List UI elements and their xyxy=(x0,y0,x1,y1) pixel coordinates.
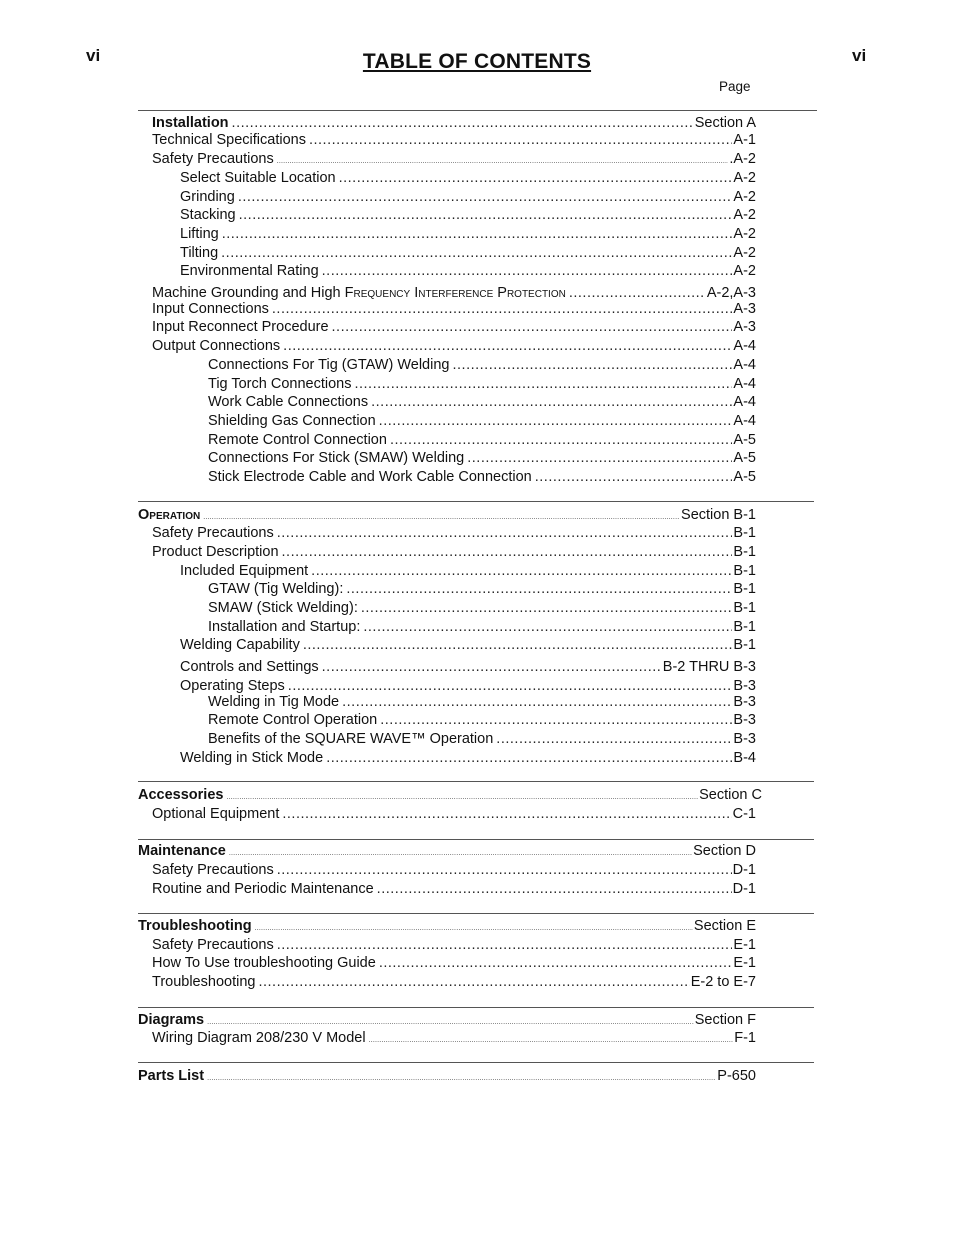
section-heading-installation[interactable] xyxy=(152,114,756,132)
toc-entry[interactable] xyxy=(152,1029,756,1050)
toc-page-ref: A-2 xyxy=(733,170,756,186)
dot-leader xyxy=(380,711,732,729)
toc-page-ref: A-5 xyxy=(733,469,756,485)
toc-page-ref: B-3 xyxy=(733,678,756,694)
toc-entry[interactable] xyxy=(180,562,756,580)
dot-leader xyxy=(326,749,732,767)
section-heading-label: Troubleshooting xyxy=(138,918,252,934)
toc-page-ref: A-2,A-3 xyxy=(706,285,756,301)
toc-page-ref: Section B-1 xyxy=(681,507,756,523)
section-divider xyxy=(138,839,814,840)
dot-leader xyxy=(272,300,733,318)
section-divider xyxy=(138,781,814,782)
toc-entry[interactable] xyxy=(208,730,756,748)
dot-leader xyxy=(346,580,732,598)
toc-entry[interactable] xyxy=(152,954,756,972)
toc-page-ref: B-2 THRU B-3 xyxy=(662,659,756,675)
toc-page-ref: A-2 xyxy=(733,245,756,261)
toc-page-ref: Section C xyxy=(699,787,762,803)
toc-entry-label: Select Suitable Location xyxy=(180,170,336,186)
toc-entry-label: Benefits of the SQUARE WAVE™ Operation xyxy=(208,731,494,747)
dot-leader xyxy=(277,861,732,879)
toc-entry-label: Tilting xyxy=(180,245,219,261)
toc-entry-label: Output Connections xyxy=(152,338,281,354)
toc-entry[interactable] xyxy=(180,225,756,243)
page-title: TABLE OF CONTENTS xyxy=(362,50,592,73)
toc-entry[interactable] xyxy=(208,356,756,374)
toc-entry[interactable] xyxy=(152,805,756,823)
toc-entry[interactable] xyxy=(180,636,756,654)
toc-entry[interactable] xyxy=(208,449,756,467)
toc-entry-label: Shielding Gas Connection xyxy=(208,413,376,429)
dot-leader xyxy=(452,356,732,374)
dot-leader xyxy=(309,131,732,149)
toc-page-ref: E-2 to E-7 xyxy=(690,974,756,990)
dot-leader xyxy=(282,543,733,561)
dot-leader xyxy=(369,1032,734,1050)
dot-leader xyxy=(379,412,733,430)
section-divider xyxy=(138,1007,814,1008)
toc-page-ref: A-4 xyxy=(733,413,756,429)
toc-entry-label: SMAW (Stick Welding): xyxy=(208,600,358,616)
section-heading-label: Diagrams xyxy=(138,1012,205,1028)
toc-page-ref: B-1 xyxy=(733,525,756,541)
dot-leader xyxy=(363,618,732,636)
toc-entry[interactable] xyxy=(208,618,756,636)
toc-page-ref: B-1 xyxy=(733,637,756,653)
toc-entry[interactable] xyxy=(208,580,756,598)
dot-leader xyxy=(277,524,733,542)
toc-page-ref: B-3 xyxy=(733,694,756,710)
toc-entry-label: Routine and Periodic Maintenance xyxy=(152,881,374,897)
section-heading-label: Installation xyxy=(152,115,229,131)
toc-page-ref: B-3 xyxy=(733,712,756,728)
toc-entry-label: Safety Precautions xyxy=(152,525,274,541)
toc-entry[interactable] xyxy=(180,188,756,206)
dot-leader xyxy=(339,169,733,187)
toc-page-ref: Section A xyxy=(694,115,756,131)
dot-leader xyxy=(238,188,733,206)
toc-entry-label: GTAW (Tig Welding): xyxy=(208,581,344,597)
toc-entry[interactable] xyxy=(208,693,756,711)
dot-leader xyxy=(258,973,689,991)
section-heading-label: Maintenance xyxy=(138,843,226,859)
toc-page-ref: E-1 xyxy=(733,955,756,971)
toc-page-ref: P-650 xyxy=(717,1068,756,1084)
dot-leader xyxy=(207,1070,716,1088)
toc-entry-label: Welding Capability xyxy=(180,637,300,653)
section-heading-label: Accessories xyxy=(138,787,224,803)
toc-entry[interactable] xyxy=(152,524,756,542)
toc-entry-label: How To Use troubleshooting Guide xyxy=(152,955,376,971)
toc-entry[interactable] xyxy=(208,375,756,393)
toc-entry-label: Work Cable Connections xyxy=(208,394,369,410)
dot-leader xyxy=(361,599,733,617)
toc-entry[interactable] xyxy=(152,936,756,954)
toc-entry-label: Environmental Rating xyxy=(180,263,319,279)
dot-leader xyxy=(467,449,732,467)
toc-page-ref: F-1 xyxy=(734,1030,756,1046)
toc-entry[interactable] xyxy=(152,861,756,879)
toc-entry-label: Technical Specifications xyxy=(152,132,306,148)
toc-entry-label: Stacking xyxy=(180,207,236,223)
toc-entry-label: Lifting xyxy=(180,226,219,242)
section-heading-label: Parts List xyxy=(138,1068,205,1084)
dot-leader xyxy=(354,375,732,393)
page-number-right: vi xyxy=(852,46,867,65)
toc-page-ref: A-4 xyxy=(733,338,756,354)
toc-page-ref: A-4 xyxy=(733,376,756,392)
toc-entry-label: Tig Torch Connections xyxy=(208,376,352,392)
toc-page-ref: A-2 xyxy=(733,226,756,242)
dot-leader xyxy=(282,805,731,823)
toc-entry-label: Connections For Stick (SMAW) Welding xyxy=(208,450,465,466)
toc-entry-label: Wiring Diagram 208/230 V Model xyxy=(152,1030,366,1046)
toc-page-ref: A-1 xyxy=(733,132,756,148)
toc-entry-label: Controls and Settings xyxy=(180,659,319,675)
toc-page-ref: B-3 xyxy=(733,731,756,747)
toc-entry[interactable] xyxy=(152,150,756,171)
toc-entry-label: Remote Control Connection xyxy=(208,432,387,448)
toc-entry[interactable] xyxy=(208,468,756,486)
toc-entry-label: Input Reconnect Procedure xyxy=(152,319,329,335)
toc-entry[interactable] xyxy=(180,658,756,676)
toc-page-ref: A-2 xyxy=(733,189,756,205)
toc-entry-label: Grinding xyxy=(180,189,235,205)
dot-leader xyxy=(221,244,732,262)
toc-entry-label: Operating Steps xyxy=(180,678,285,694)
dot-leader xyxy=(283,337,732,355)
toc-entry[interactable] xyxy=(208,711,756,729)
toc-entry-label: Welding in Tig Mode xyxy=(208,694,340,710)
section-heading-maintenance[interactable] xyxy=(138,842,756,863)
section-heading-label: Operation xyxy=(138,507,201,523)
toc-entry[interactable] xyxy=(152,131,756,149)
toc-entry[interactable] xyxy=(152,337,756,355)
toc-entry-label: Safety Precautions xyxy=(152,937,274,953)
section-divider xyxy=(138,1062,814,1063)
section-heading-parts[interactable] xyxy=(138,1067,756,1088)
toc-page-ref: A-5 xyxy=(733,450,756,466)
toc-entry[interactable] xyxy=(152,880,756,898)
section-divider xyxy=(138,110,817,111)
dot-leader xyxy=(239,206,733,224)
toc-page-ref: A-2 xyxy=(733,207,756,223)
page-column-label: Page xyxy=(719,79,751,94)
toc-page-ref: B-1 xyxy=(733,563,756,579)
section-heading-troubleshooting[interactable] xyxy=(138,917,756,938)
toc-entry-label: Connections For Tig (GTAW) Welding xyxy=(208,357,450,373)
toc-page-ref: .A-2 xyxy=(729,151,756,167)
toc-entry-label: Installation and Startup: xyxy=(208,619,361,635)
dot-leader xyxy=(332,318,733,336)
dot-leader xyxy=(222,225,733,243)
toc-entry[interactable] xyxy=(208,412,756,430)
toc-page-ref: A-2 xyxy=(733,263,756,279)
toc-entry-label: Optional Equipment xyxy=(152,806,280,822)
toc-entry-label: Safety Precautions xyxy=(152,151,274,167)
toc-page-ref: Section E xyxy=(693,918,756,934)
toc-entry[interactable] xyxy=(180,262,756,280)
toc-page-ref: A-4 xyxy=(733,357,756,373)
toc-page-ref: A-4 xyxy=(733,394,756,410)
toc-entry[interactable] xyxy=(208,431,756,449)
toc-entry-label: Safety Precautions xyxy=(152,862,274,878)
toc-entry-label: Remote Control Operation xyxy=(208,712,378,728)
toc-page-ref: C-1 xyxy=(732,806,756,822)
dot-leader xyxy=(277,936,733,954)
toc-entry[interactable] xyxy=(152,300,756,318)
section-divider xyxy=(138,501,814,502)
toc-page-ref: A-3 xyxy=(733,301,756,317)
toc-entry[interactable] xyxy=(208,599,756,617)
dot-leader xyxy=(303,636,733,654)
page-number-left: vi xyxy=(86,46,101,65)
toc-page-ref: E-1 xyxy=(733,937,756,953)
dot-leader xyxy=(377,880,732,898)
toc-entry[interactable] xyxy=(180,206,756,224)
dot-leader xyxy=(322,262,733,280)
toc-entry-label: Product Description xyxy=(152,544,279,560)
toc-page-ref: B-1 xyxy=(733,544,756,560)
toc-entry-label: Included Equipment xyxy=(180,563,309,579)
toc-entry[interactable] xyxy=(152,973,756,991)
dot-leader xyxy=(342,693,732,711)
section-divider xyxy=(138,913,814,914)
toc-entry-label: Troubleshooting xyxy=(152,974,256,990)
dot-leader xyxy=(535,468,733,486)
toc-page-ref: A-3 xyxy=(733,319,756,335)
section-heading-accessories[interactable] xyxy=(138,786,762,807)
toc-entry[interactable] xyxy=(208,393,756,411)
dot-leader xyxy=(496,730,732,748)
toc-page-ref: Section F xyxy=(694,1012,756,1028)
toc-entry-label: Welding in Stick Mode xyxy=(180,750,324,766)
toc-page-ref: D-1 xyxy=(732,881,756,897)
dot-leader xyxy=(390,431,732,449)
toc-entry-label: Input Connections xyxy=(152,301,269,317)
dot-leader xyxy=(311,562,732,580)
toc-entry[interactable] xyxy=(152,318,756,336)
toc-page-ref: B-4 xyxy=(733,750,756,766)
toc-page-ref: B-1 xyxy=(733,600,756,616)
toc-page-ref: Section D xyxy=(693,843,756,859)
dot-leader xyxy=(232,114,694,132)
dot-leader xyxy=(379,954,733,972)
toc-entry-label: Stick Electrode Cable and Work Cable Connection xyxy=(208,469,532,485)
toc-entry[interactable] xyxy=(152,543,756,561)
dot-leader xyxy=(322,658,662,676)
toc-entry[interactable] xyxy=(180,244,756,262)
dot-leader xyxy=(371,393,732,411)
toc-page-ref: D-1 xyxy=(732,862,756,878)
toc-page-ref: B-1 xyxy=(733,619,756,635)
toc-page-ref: B-1 xyxy=(733,581,756,597)
toc-entry[interactable] xyxy=(180,169,756,187)
toc-entry-label: Machine Grounding and High Frequency Interference Protection xyxy=(152,285,566,301)
toc-page-ref: A-5 xyxy=(733,432,756,448)
toc-entry[interactable] xyxy=(180,749,756,767)
